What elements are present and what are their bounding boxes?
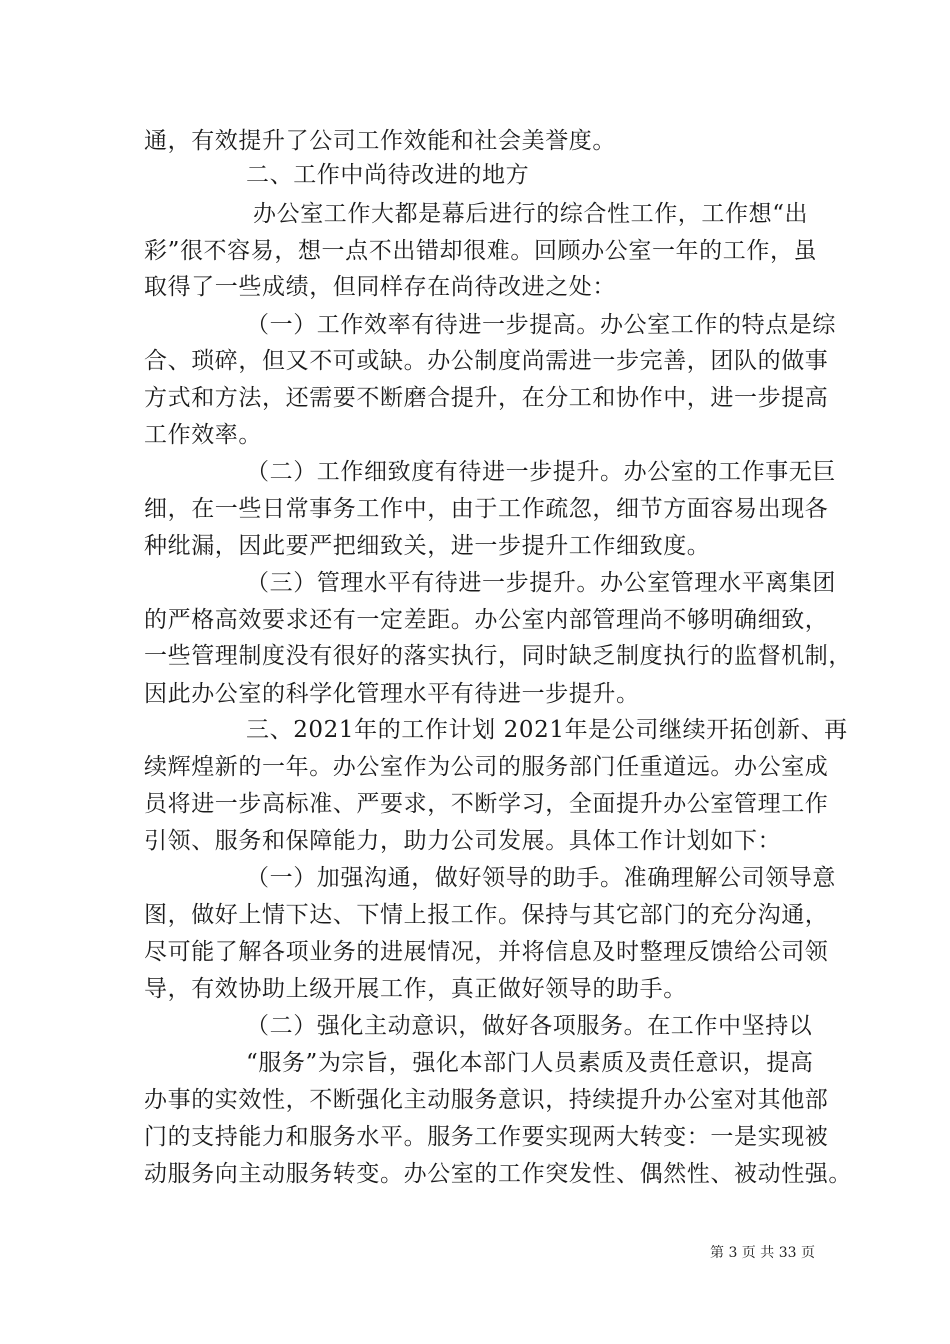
text-line: “服务”为宗旨，强化本部门人员素质及责任意识，提高 (246, 1050, 814, 1076)
text-line: 一些管理制度没有很好的落实执行，同时缺乏制度执行的监督机制， (144, 643, 852, 669)
text-line: 员将进一步高标准、严要求，不断学习，全面提升办公室管理工作 (144, 791, 829, 817)
text-line: 合、琐碎，但又不可或缺。办公制度尚需进一步完善，团队的做事 (144, 348, 829, 374)
text-line: 尽可能了解各项业务的进展情况，并将信息及时整理反馈给公司领 (144, 939, 829, 965)
text-line: 细，在一些日常事务工作中，由于工作疏忽，细节方面容易出现各 (144, 496, 829, 522)
page-number: 第 3 页 共 33 页 (710, 1245, 815, 1261)
text-line: 门的支持能力和服务水平。服务工作要实现两大转变：一是实现被 (144, 1124, 829, 1150)
text-line: 图，做好上情下达、下情上报工作。保持与其它部门的充分沟通， (144, 902, 829, 928)
text-line: 引领、服务和保障能力，助力公司发展。具体工作计划如下： (144, 828, 782, 854)
text-line: 动服务向主动服务转变。办公室的工作突发性、偶然性、被动性强。 (144, 1161, 852, 1187)
text-line: （二）强化主动意识，做好各项服务。在工作中坚持以 (246, 1013, 813, 1039)
text-line: 种纰漏，因此要严把细致关，进一步提升工作细致度。 (144, 533, 711, 559)
text-line: 因此办公室的科学化管理水平有待进一步提升。 (144, 681, 640, 707)
text-line: （二）工作细致度有待进一步提升。办公室的工作事无巨 (246, 459, 836, 485)
text-line: 工作效率。 (144, 422, 262, 448)
text-line: 方式和方法，还需要不断磨合提升，在分工和协作中，进一步提高 (144, 385, 829, 411)
text-line: （三）管理水平有待进一步提升。办公室管理水平离集团 (246, 570, 836, 596)
text-line: （一）加强沟通，做好领导的助手。准确理解公司领导意 (246, 865, 836, 891)
text-line: 的严格高效要求还有一定差距。办公室内部管理尚不够明确细致， (144, 607, 829, 633)
text-line: 通，有效提升了公司工作效能和社会美誉度。 (144, 128, 616, 154)
text-line: 办事的实效性，不断强化主动服务意识，持续提升办公室对其他部 (144, 1087, 829, 1113)
text-line: 取得了一些成绩，但同样存在尚待改进之处： (144, 274, 616, 300)
section-heading: 三、2021年的工作计划 2021年是公司继续开拓创新、再 (246, 717, 848, 743)
text-line: 导，有效协助上级开展工作，真正做好领导的助手。 (144, 976, 687, 1002)
text-line: 办公室工作大都是幕后进行的综合性工作，工作想“出 (253, 201, 809, 227)
section-heading: 二、工作中尚待改进的地方 (246, 162, 530, 188)
text-line: 续辉煌新的一年。办公室作为公司的服务部门任重道远。办公室成 (144, 754, 829, 780)
text-line: 彩”很不容易，想一点不出错却很难。回顾办公室一年的工作，虽 (144, 238, 818, 264)
text-line: （一）工作效率有待进一步提高。办公室工作的特点是综 (246, 312, 836, 338)
